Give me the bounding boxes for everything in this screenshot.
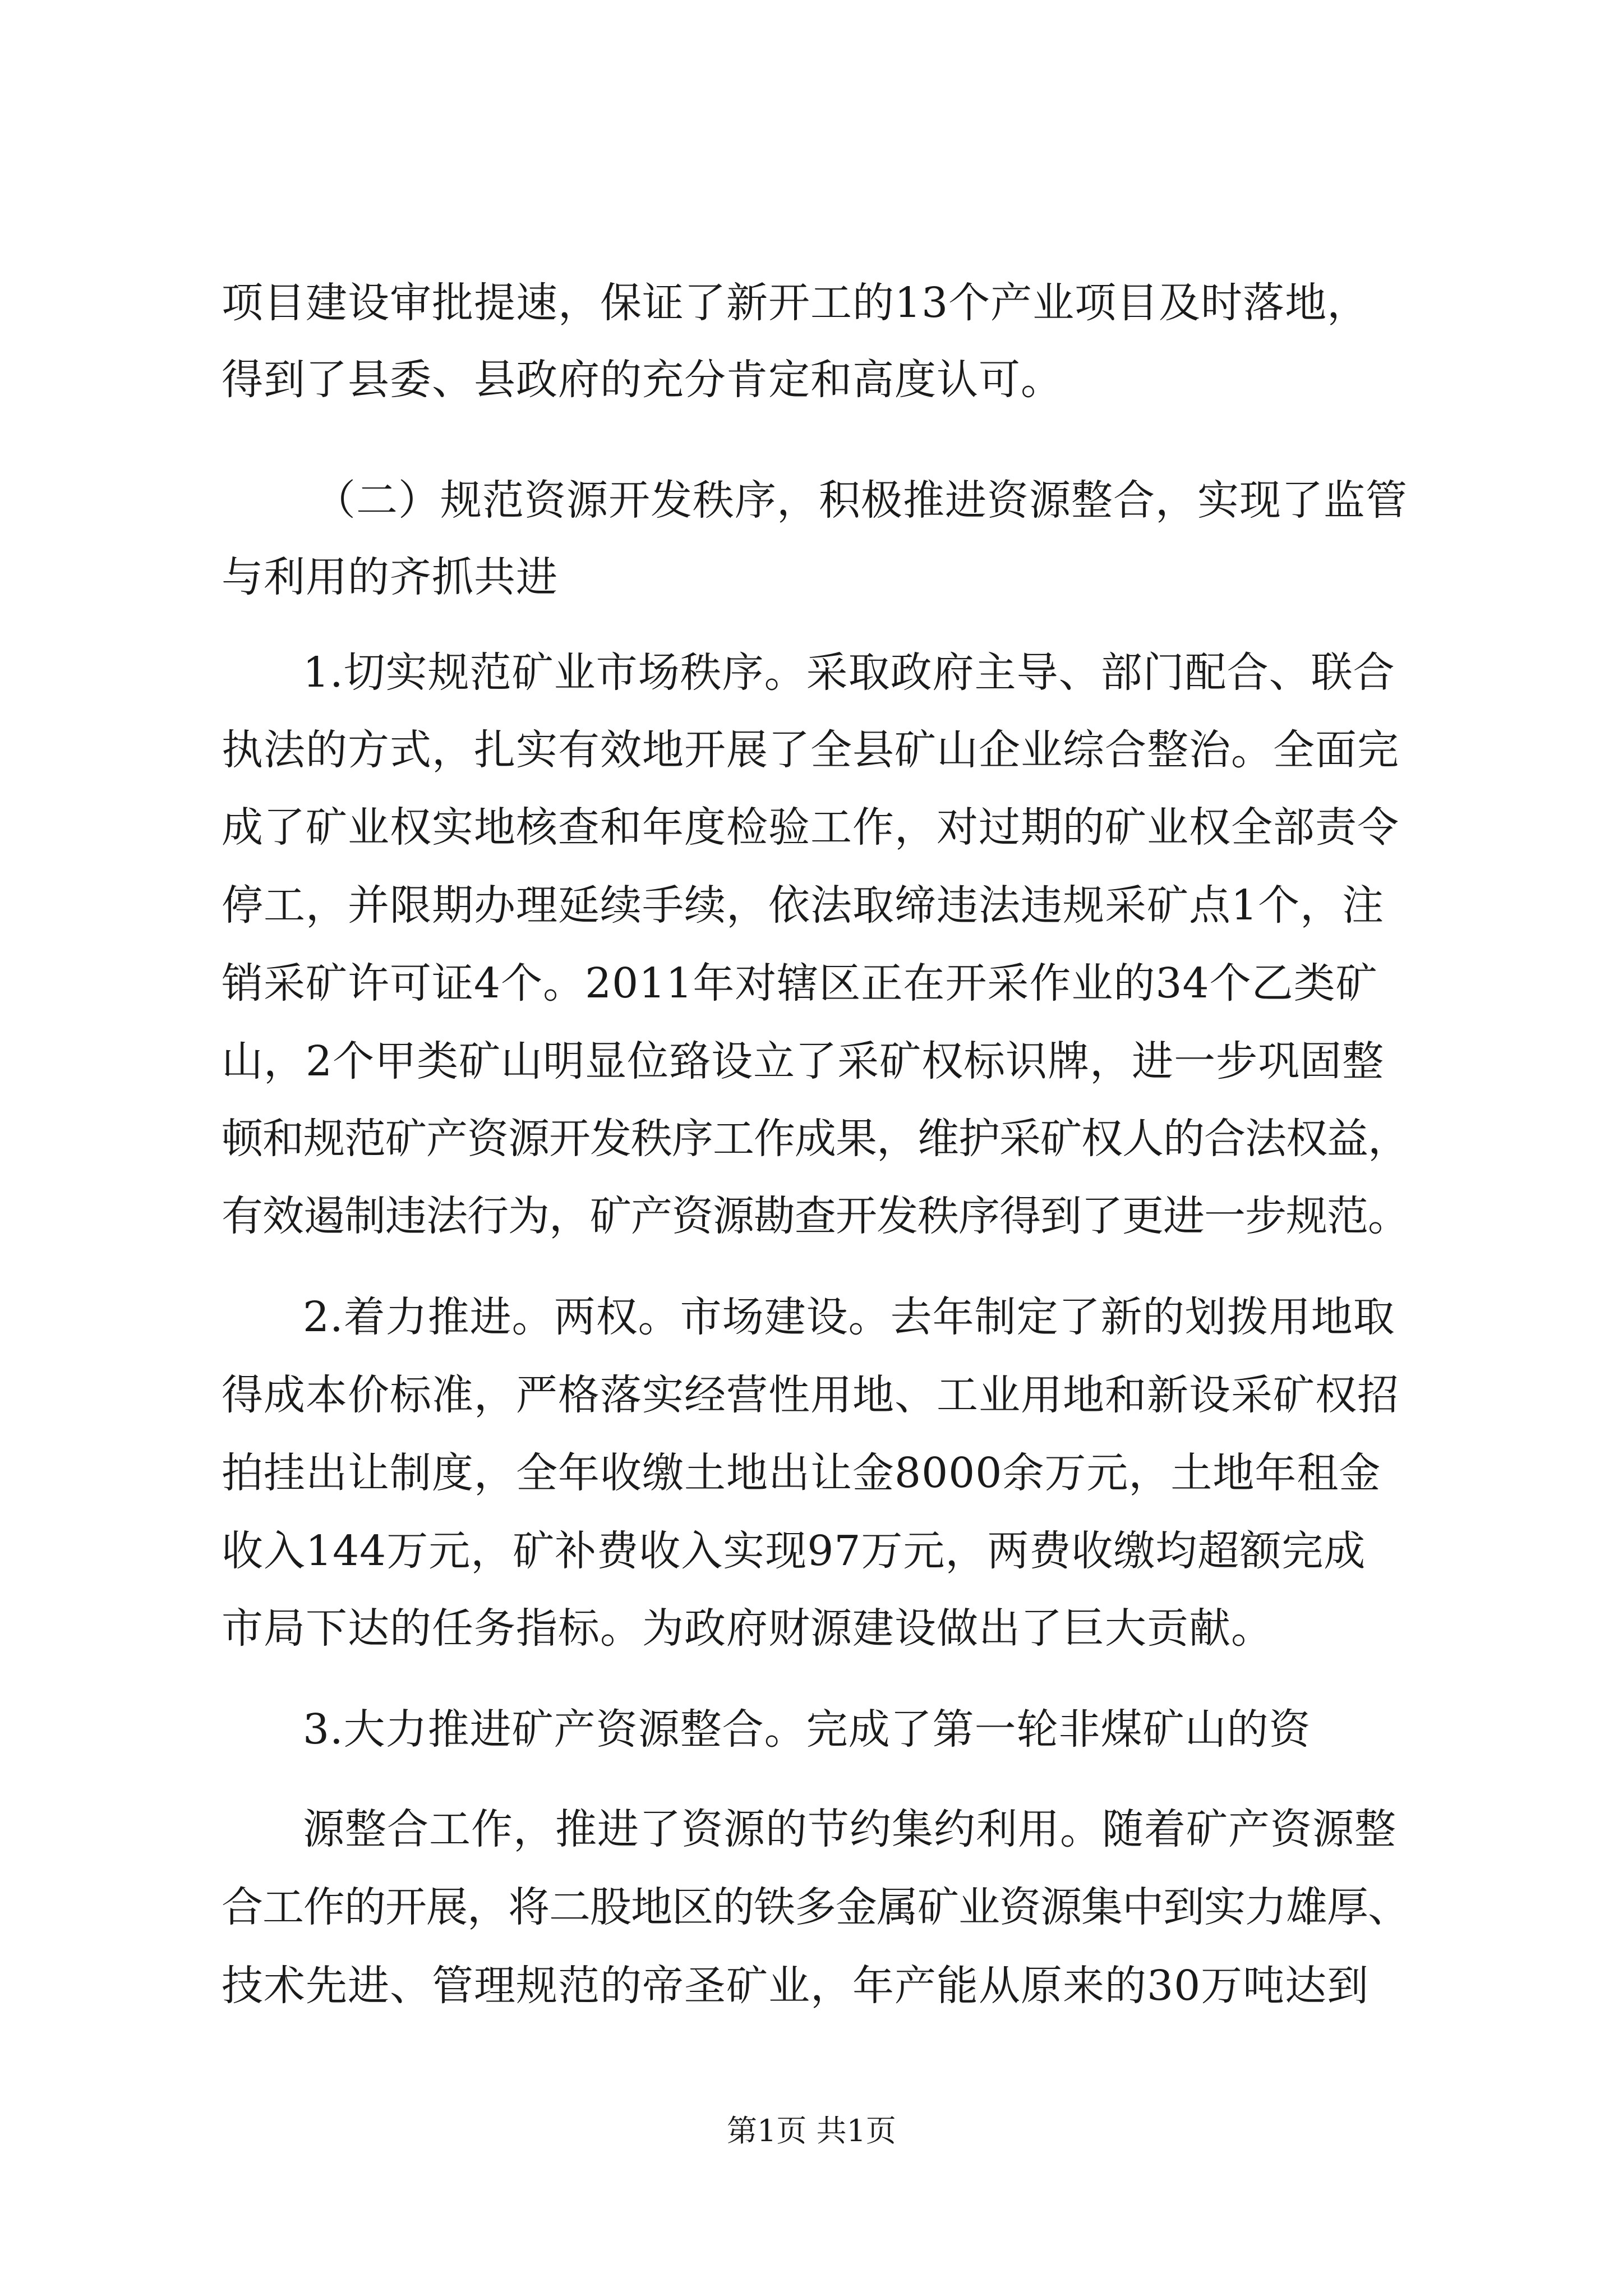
page-footer: 第1页 共1页 bbox=[727, 2113, 896, 2148]
text-line: 项目建设审批提速，保证了新开工的13个产业项目及时落地， bbox=[222, 279, 1370, 327]
text-line: 山，2个甲类矿山明显位臵设立了采矿权标识牌，进一步巩固整 bbox=[222, 1037, 1385, 1085]
text-line: 拍挂出让制度，全年收缴土地出让金8000余万元，土地年租金 bbox=[222, 1449, 1381, 1497]
text-line: 有效遏制违法行为，矿产资源勘查开发秩序得到了更进一步规范。 bbox=[222, 1192, 1409, 1240]
section-heading: 与利用的齐抓共进 bbox=[222, 553, 558, 601]
section-heading: （二）规范资源开发秩序，积极推进资源整合，实现了监管 bbox=[314, 476, 1408, 524]
text-line: 市局下达的任务指标。为政府财源建设做出了巨大贡献。 bbox=[222, 1604, 1273, 1653]
text-line: 成了矿业权实地核查和年度检验工作，对过期的矿业权全部责令 bbox=[222, 803, 1399, 852]
text-line: 收入144万元，矿补费收入实现97万元，两费收缴均超额完成 bbox=[222, 1527, 1366, 1575]
text-line: 技术先进、管理规范的帝圣矿业，年产能从原来的30万吨达到 bbox=[222, 1962, 1370, 2010]
text-line: 合工作的开展，将二股地区的铁多金属矿业资源集中到实力雄厚、 bbox=[222, 1883, 1409, 1931]
text-line: 2.着力推进。两权。市场建设。去年制定了新的划拨用地取 bbox=[303, 1293, 1395, 1341]
text-line: 停工，并限期办理延续手续，依法取缔违法违规采矿点1个，注 bbox=[222, 881, 1385, 930]
text-line: 执法的方式，扎实有效地开展了全县矿山企业综合整治。全面完 bbox=[222, 726, 1399, 774]
text-line: 得成本价标准，严格落实经营性用地、工业用地和新设采矿权招 bbox=[222, 1371, 1399, 1419]
text-line: 3.大力推进矿产资源整合。完成了第一轮非煤矿山的资 bbox=[303, 1705, 1311, 1754]
text-line: 顿和规范矿产资源开发秩序工作成果，维护采矿权人的合法权益， bbox=[222, 1115, 1409, 1163]
text-line: 得到了县委、县政府的充分肯定和高度认可。 bbox=[222, 356, 1063, 404]
text-line: 源整合工作，推进了资源的节约集约利用。随着矿产资源整 bbox=[303, 1805, 1396, 1853]
text-line: 1.切实规范矿业市场秩序。采取政府主导、部门配合、联合 bbox=[303, 648, 1395, 697]
text-line: 销采矿许可证4个。2011年对辖区正在开采作业的34个乙类矿 bbox=[222, 959, 1378, 1007]
